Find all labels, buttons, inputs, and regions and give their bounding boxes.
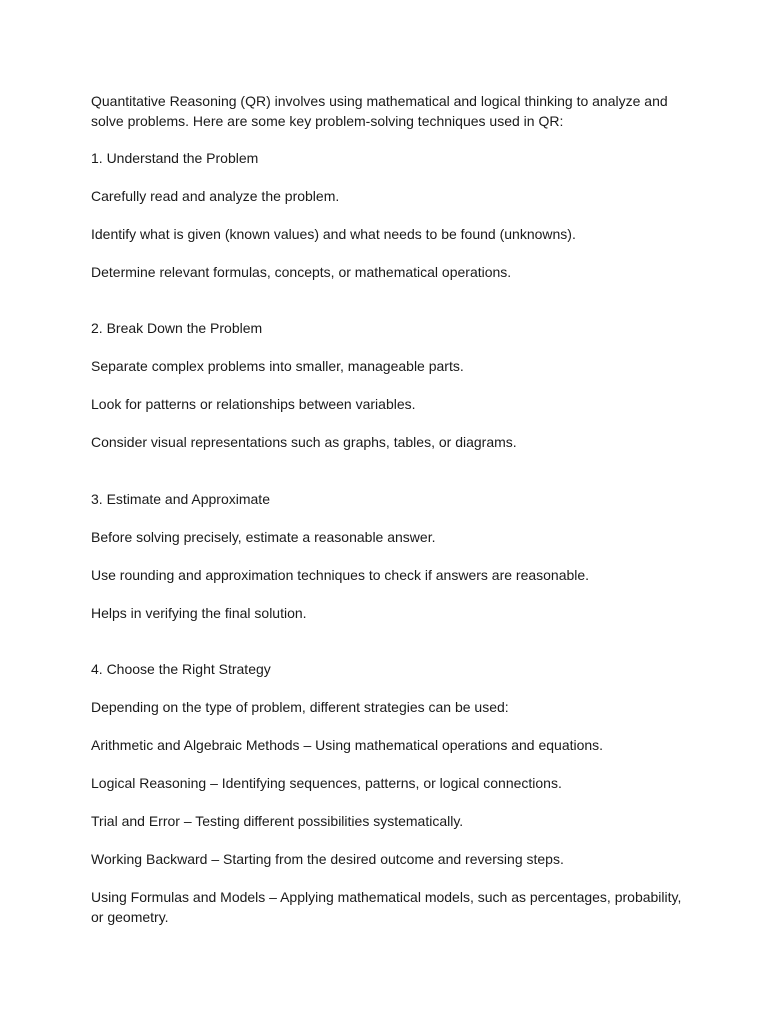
paragraph: Trial and Error – Testing different possibilities systematically. xyxy=(91,813,464,829)
paragraph: Working Backward – Starting from the desired outcome and reversing steps. xyxy=(91,851,564,867)
paragraph: Use rounding and approximation techniques to check if answers are reasonable. xyxy=(91,566,590,583)
section-strategy xyxy=(91,660,691,927)
section-estimate xyxy=(91,490,691,624)
paragraph: Logical Reasoning – Identifying sequences, patterns, or logical connections. xyxy=(91,775,562,791)
section-heading: 4. Choose the Right Strategy xyxy=(91,661,271,677)
paragraph: Identify what is given (known values) and what needs to be found (unknowns). xyxy=(91,225,576,242)
paragraph: Separate complex problems into smaller, manageable parts. xyxy=(91,358,464,374)
section-break-down xyxy=(91,319,691,453)
paragraph: Depending on the type of problem, different strategies can be used: xyxy=(91,699,509,715)
document-body xyxy=(91,92,691,927)
paragraph: Look for patterns or relationships between variables. xyxy=(91,396,416,412)
section-understand xyxy=(91,149,691,283)
paragraph: Consider visual representations such as graphs, tables, or diagrams. xyxy=(91,434,517,450)
paragraph: Carefully read and analyze the problem. xyxy=(91,187,340,204)
section-heading: 3. Estimate and Approximate xyxy=(91,490,270,507)
intro-paragraph: Quantitative Reasoning (QR) involves using mathematical and logical thinking to analyze and solve problems. Here are some key problem-solving techniques used in QR: xyxy=(91,93,668,129)
section-heading: 1. Understand the Problem xyxy=(91,149,259,166)
paragraph: Helps in verifying the final solution. xyxy=(91,604,307,621)
paragraph: Arithmetic and Algebraic Methods – Using mathematical operations and equations. xyxy=(91,737,604,753)
paragraph: Using Formulas and Models – Applying mathematical models, such as percentages, probability, or geometry. xyxy=(91,889,682,925)
section-heading: 2. Break Down the Problem xyxy=(91,320,263,336)
paragraph: Determine relevant formulas, concepts, or mathematical operations. xyxy=(91,263,512,280)
paragraph: Before solving precisely, estimate a reasonable answer. xyxy=(91,528,436,545)
